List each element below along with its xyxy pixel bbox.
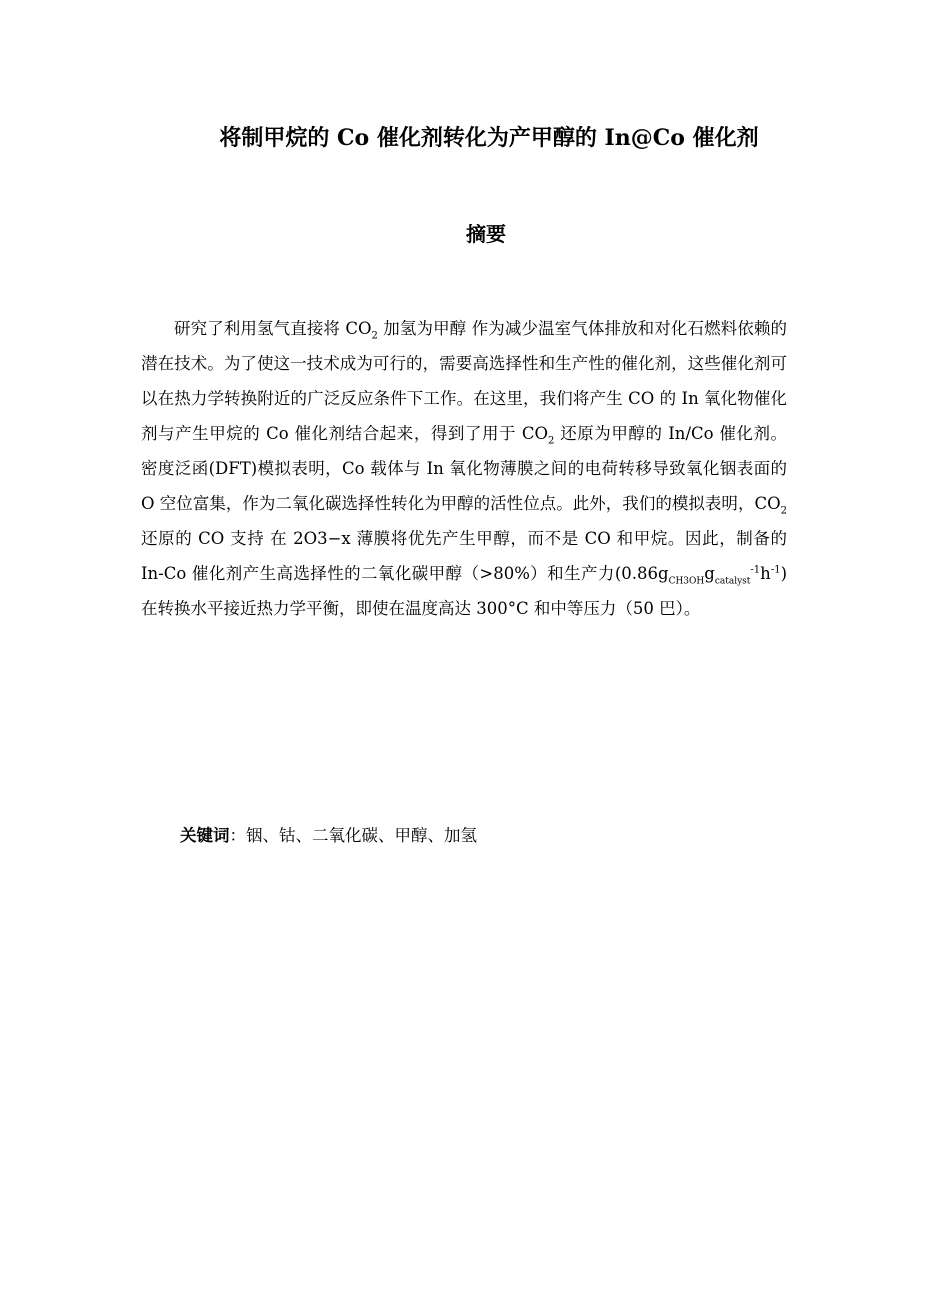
superscript: -1 xyxy=(770,564,781,576)
superscript: -1 xyxy=(750,564,761,576)
subscript: 2 xyxy=(371,330,378,342)
paper-title: 将制甲烷的 Co 催化剂转化为产甲醇的 In@Co 催化剂 xyxy=(219,125,759,151)
abstract-body xyxy=(141,311,787,626)
subscript: 2 xyxy=(780,505,787,517)
abstract-text: g xyxy=(704,564,715,583)
keywords-text: 铟、钴、二氧化碳、甲醇、加氢 xyxy=(246,826,477,845)
abstract-text: 还原为甲醇的 In/Co 催化剂。 密度泛函(DFT)模拟表明，Co 载体与 In 氧化物薄膜之间的电荷转移导致氧化铟表面的 O 空位富集，作为二氧化碳选择性转化为甲醇的活性位点。此外，我们的模拟表明，CO xyxy=(141,424,787,513)
subscript: 2 xyxy=(548,435,555,447)
abstract-heading: 摘要 xyxy=(466,222,506,246)
abstract-text: 还原的 CO 支持 在 2O3−x 薄膜将优先产生甲醇，而不是 CO 和甲烷。因此，制备的 In-Co 催化剂产生高选择性的二氧化碳甲醇（>80%）和生产力(0.86g xyxy=(141,529,787,583)
keywords-label: 关键词 xyxy=(180,826,230,845)
subscript: CH3OH xyxy=(668,576,705,587)
keywords-separator: ： xyxy=(229,826,246,845)
keywords-line xyxy=(180,822,477,850)
abstract-text: h xyxy=(760,564,771,583)
abstract-text: 加氢为甲醇 作为减少温室气体排放和对化石燃料依赖的潜在技术。为了使这一技术成为可行的，需要高选择性和生产性的催化剂，这些催化剂可以在热力学转换附近的广泛反应条件下工作。在这里，我们将产生 CO 的 In 氧化物催化剂与产生甲烷的 Co 催化剂结合起来，得到了用于 CO xyxy=(141,319,787,443)
abstract-text: 研究了利用氢气直接将 CO xyxy=(174,319,372,338)
subscript: catalyst xyxy=(714,576,751,587)
abstract-text: )在转换水平接近热力学平衡，即使在温度高达 300°C 和中等压力（50 巴）。 xyxy=(141,564,787,618)
